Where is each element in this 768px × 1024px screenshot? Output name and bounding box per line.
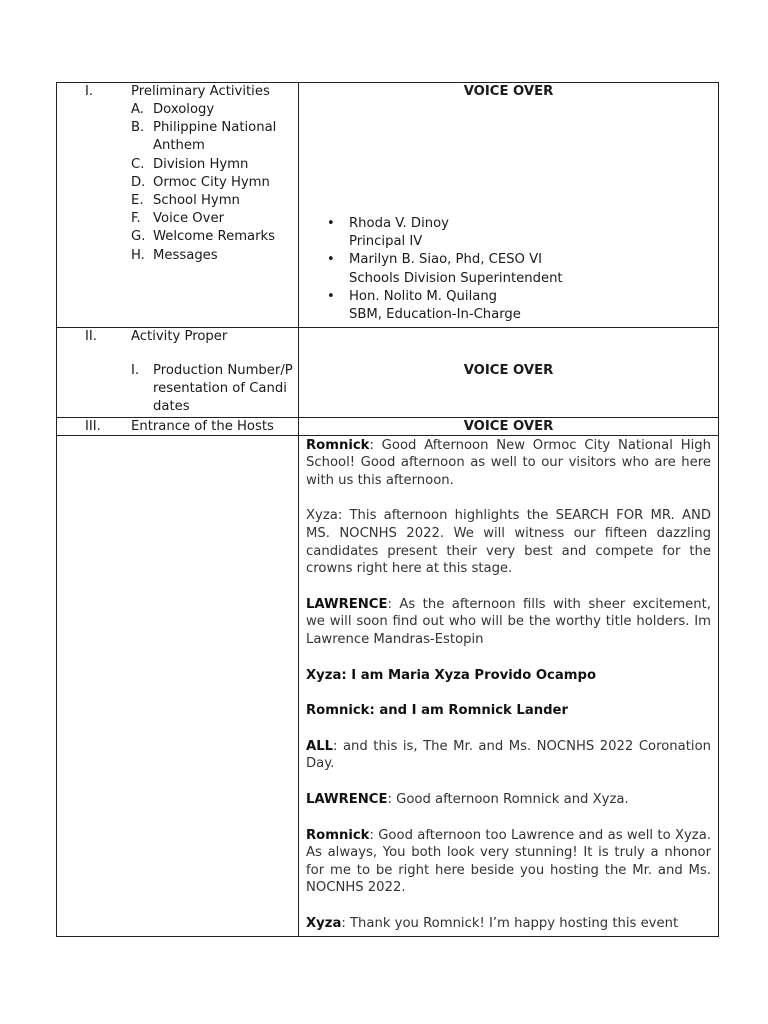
speaker-item: • Marilyn B. Siao, Phd, CESO VI Schools Division Superintendent [327,252,563,286]
script-line: LAWRENCE: As the afternoon fills with sheer excitement, we will soon find out who will be the worthy title holders. Im Lawrence Mandras-Estopin [306,596,711,647]
bullet-icon: • [327,216,335,231]
program-row-1 [57,83,719,328]
script-line: Romnick: and I am Romnick Lander [306,703,568,719]
bullet-icon: • [327,288,335,304]
row-title: Activity Proper [131,329,228,344]
row-title: Entrance of the Hosts [131,418,274,434]
row3-right-cell [299,417,719,435]
sub-list [57,101,298,265]
script-left-cell [57,435,299,937]
sub-item: D. Ormoc City Hymn [131,174,270,190]
script-row [57,435,719,937]
script-line: Romnick: Good afternoon too Lawrence and as well to Xyza. As always, You both look very stunning! It is truly a nhonor for me to be right here beside you hosting the Mr. and Ms. NOCNHS 2022. [306,827,711,896]
script-line: ALL: and this is, The Mr. and Ms. NOCNHS 2022 Coronation Day. [306,738,711,772]
sub-item: B. Philippine National Anthem [131,120,277,154]
row2-right-cell [299,328,719,418]
voice-over-heading: VOICE OVER [463,418,554,434]
speaker-item: • Hon. Nolito M. Quilang SBM, Education-In-Charge [327,288,521,323]
script-line: Romnick: Good Afternoon New Ormoc City National High School! Good afternoon as well to our visitors who are here with us this afternoon. [306,437,711,488]
sub-item: E. School Hymn [131,193,240,209]
script-cell [299,435,719,937]
script-line: Xyza: Thank you Romnick! I’m happy hosting this event [306,915,679,931]
sub-item: C. Division Hymn [131,156,249,172]
row-title: Preliminary Activities [131,84,270,99]
sub-item: H. Messages [131,247,218,263]
row-numeral: III. [85,418,101,434]
script-line: Xyza: This afternoon highlights the SEARCH FOR MR. AND MS. NOCNHS 2022. We will witness our fifteen dazzling candidates present their very best and compete for the crowns right here at this stage. [306,508,711,577]
speaker-item: • Rhoda V. Dinoy Principal IV [327,216,449,250]
row2-left-cell [57,328,299,418]
sub-item: A. Doxology [131,102,215,117]
row1-left-cell [57,83,299,328]
host-script [299,436,718,937]
row-numeral: II. [85,329,97,344]
sub-item: I. Production Number/Presentation of Candidates [131,363,293,415]
speaker-list [299,215,718,324]
script-line: Xyza: I am Maria Xyza Provido Ocampo [306,667,597,683]
voice-over-heading: VOICE OVER [463,363,554,378]
voice-over-heading: VOICE OVER [463,84,554,99]
row1-right-cell [299,83,719,328]
sub-item: G. Welcome Remarks [131,229,276,245]
sub-list [57,362,298,417]
program-row-3 [57,417,719,435]
row3-left-cell [57,417,299,435]
bullet-icon: • [327,252,335,268]
program-row-2 [57,328,719,418]
script-line: LAWRENCE: Good afternoon Romnick and Xyza. [306,791,629,807]
sub-item: F. Voice Over [131,211,225,227]
row-numeral: I. [85,84,94,99]
program-table [56,82,719,937]
